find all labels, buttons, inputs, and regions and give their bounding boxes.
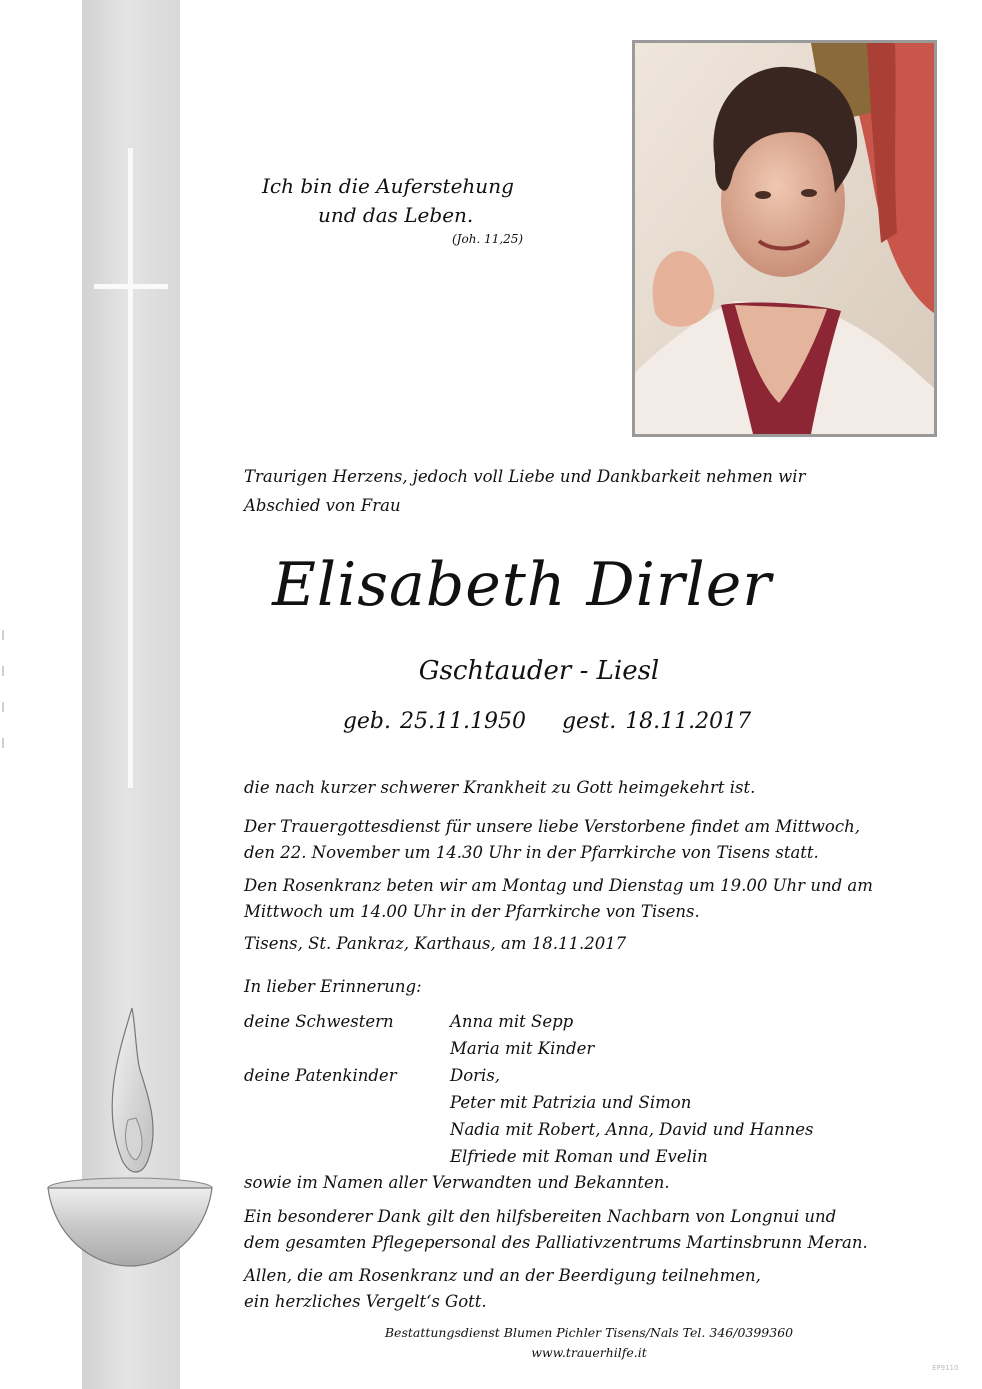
paragraph-line: ein herzliches Vergelt‘s Gott.	[244, 1292, 487, 1311]
paragraph-in-memory	[244, 974, 944, 1000]
quote-reference: (Joh. 11,25)	[452, 232, 524, 246]
mourner-name: Maria mit Kinder	[450, 1039, 595, 1058]
mourner-group	[244, 1062, 944, 1170]
intro-text	[244, 462, 944, 520]
mourner-group	[244, 1008, 944, 1062]
document-code: EP9110	[932, 1364, 959, 1372]
quote-line: und das Leben.	[318, 203, 474, 227]
paragraph-homecoming	[244, 775, 944, 801]
footer	[0, 1323, 982, 1363]
paragraph-line: sowie im Namen aller Verwandten und Bekannten.	[244, 1173, 670, 1192]
mourner-name: Anna mit Sepp	[450, 1012, 574, 1031]
portrait-photo	[632, 40, 937, 437]
paragraph-line: Mittwoch um 14.00 Uhr in der Pfarrkirche von Tisens.	[244, 902, 700, 921]
paragraph-relatives	[244, 1170, 944, 1196]
website-link[interactable]: www.trauerhilfe.it	[531, 1345, 647, 1360]
intro-line: Abschied von Frau	[244, 496, 401, 515]
mourner-relation: deine Schwestern	[244, 1012, 394, 1031]
bible-quote	[200, 172, 580, 248]
candle-bowl-icon	[44, 1000, 216, 1270]
intro-line: Traurigen Herzens, jedoch voll Liebe und Dankbarkeit nehmen wir	[244, 467, 806, 486]
life-dates	[0, 704, 982, 740]
mourner-name: Nadia mit Robert, Anna, David und Hannes	[450, 1120, 814, 1139]
paragraph-thanks	[244, 1204, 944, 1256]
cross-icon	[94, 148, 168, 788]
paragraph-line: In lieber Erinnerung:	[244, 977, 422, 996]
paragraph-funeral-service	[244, 814, 944, 866]
paragraph-line: Ein besonderer Dank gilt den hilfsbereiten Nachbarn von Longnui und	[244, 1207, 837, 1226]
paragraph-line: den 22. November um 14.30 Uhr in der Pfarrkirche von Tisens statt.	[244, 843, 819, 862]
mourner-name: Elfriede mit Roman und Evelin	[450, 1147, 708, 1166]
mourner-name: Doris,	[450, 1066, 501, 1085]
paragraph-line: Allen, die am Rosenkranz und an der Beerdigung teilnehmen,	[244, 1266, 761, 1285]
mourner-name: Peter mit Patrizia und Simon	[450, 1093, 692, 1112]
mourners-list	[244, 1008, 944, 1170]
paragraph-rosary	[244, 873, 944, 925]
death-date: gest. 18.11.2017	[561, 709, 752, 734]
mourner-relation: deine Patenkinder	[244, 1066, 397, 1085]
quote-line: Ich bin die Auferstehung	[262, 174, 514, 198]
paragraph-line: dem gesamten Pflegepersonal des Palliativzentrums Martinsbrunn Meran.	[244, 1233, 868, 1252]
funeral-service-contact: Bestattungsdienst Blumen Pichler Tisens/Nals Tel. 346/0399360	[384, 1325, 794, 1340]
paragraph-line: Der Trauergottesdienst für unsere liebe Verstorbene findet am Mittwoch,	[244, 817, 860, 836]
deceased-name: Elisabeth Dirler	[272, 550, 772, 620]
deceased-nickname: Gschtauder - Liesl	[418, 656, 660, 686]
birth-date: geb. 25.11.1950	[342, 709, 526, 734]
paragraph-line: Tisens, St. Pankraz, Karthaus, am 18.11.2017	[244, 934, 627, 953]
paragraph-place-date	[244, 931, 944, 957]
paragraph-line: die nach kurzer schwerer Krankheit zu Gott heimgekehrt ist.	[244, 778, 756, 797]
paragraph-closing	[244, 1263, 944, 1315]
paragraph-line: Den Rosenkranz beten wir am Montag und Dienstag um 19.00 Uhr und am	[244, 876, 873, 895]
